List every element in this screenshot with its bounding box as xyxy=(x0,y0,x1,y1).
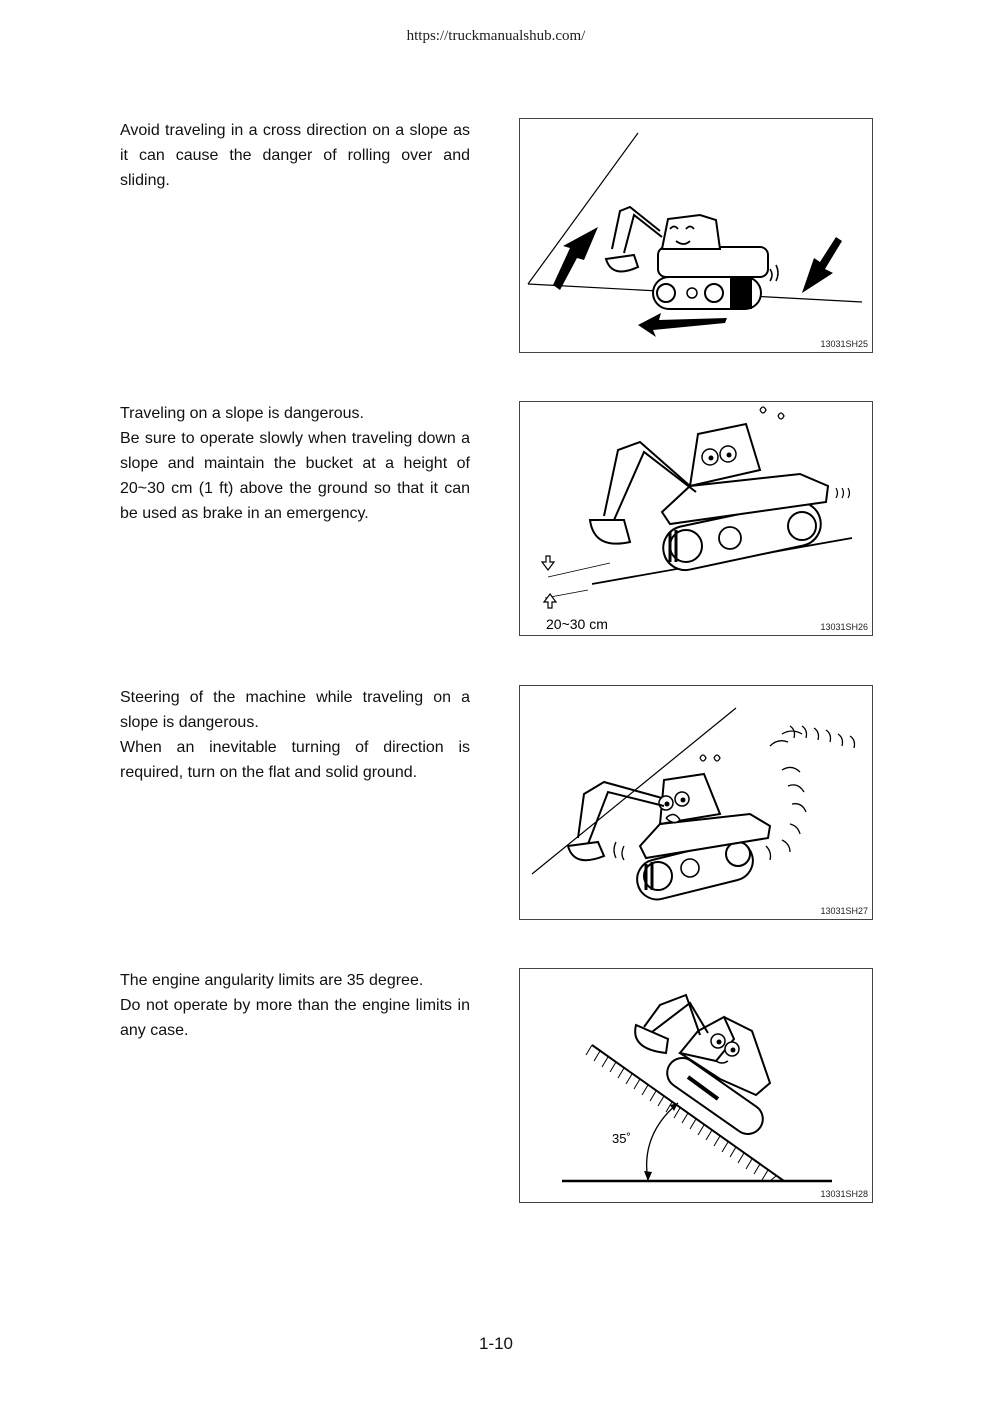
excavator-cross-slope-illustration xyxy=(520,119,872,352)
figure-angle-limit xyxy=(519,968,873,1203)
angle-label: 35˚ xyxy=(612,1131,631,1146)
page-number: 1-10 xyxy=(478,1334,514,1353)
paragraph: Steering of the machine while traveling on a slope is dangerous. xyxy=(120,689,470,731)
excavator-35-degree-illustration xyxy=(520,969,872,1202)
source-url: https://truckmanualshub.com/ xyxy=(406,28,586,44)
figure-slope-travel xyxy=(519,401,873,636)
height-label: 20~30 cm xyxy=(546,616,608,632)
instruction-text-2 xyxy=(120,401,470,526)
figure-steering-slope xyxy=(519,685,873,920)
paragraph: Do not operate by more than the engine limits in any case. xyxy=(120,997,470,1039)
paragraph: Traveling on a slope is dangerous. xyxy=(120,405,364,422)
instruction-text-3 xyxy=(120,685,470,785)
figure-cross-slope xyxy=(519,118,873,353)
figure-code: 13031SH28 xyxy=(820,1189,868,1199)
figure-code: 13031SH25 xyxy=(820,339,868,349)
paragraph: Avoid traveling in a cross direction on a slope as it can cause the danger of rolling over and sliding. xyxy=(120,122,470,189)
excavator-turning-illustration xyxy=(520,686,872,919)
paragraph: Be sure to operate slowly when traveling down a slope and maintain the bucket at a height of 20~30 cm (1 ft) above the ground so that it can be used as brake in an emergency. xyxy=(120,430,470,522)
figure-code: 13031SH26 xyxy=(820,622,868,632)
instruction-text-4 xyxy=(120,968,470,1043)
figure-code: 13031SH27 xyxy=(820,906,868,916)
instruction-text-1 xyxy=(120,118,470,193)
paragraph: When an inevitable turning of direction is required, turn on the flat and solid ground. xyxy=(120,739,470,781)
excavator-downslope-illustration xyxy=(520,402,872,635)
paragraph: The engine angularity limits are 35 degree. xyxy=(120,972,424,989)
